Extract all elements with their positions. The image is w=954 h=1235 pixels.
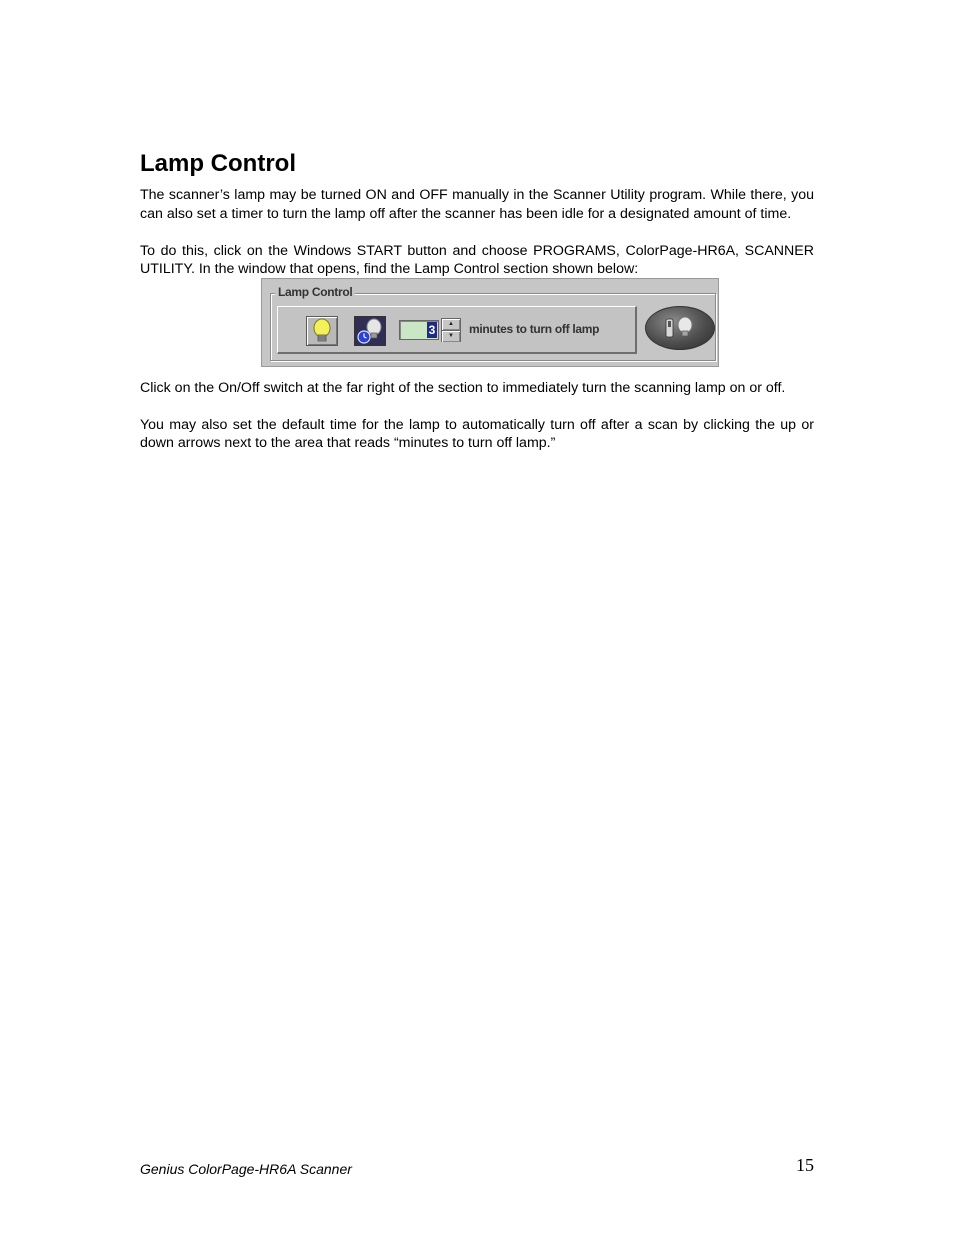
spin-up-button[interactable] xyxy=(442,319,460,331)
section-heading: Lamp Control xyxy=(140,150,296,177)
lamp-on-off-switch-icon xyxy=(660,313,700,343)
timer-button[interactable] xyxy=(354,316,386,346)
group-label: Lamp Control xyxy=(275,285,355,299)
lamp-control-figure xyxy=(140,279,814,379)
paragraph-timer: You may also set the default time for the lamp to automatically turn off after a scan by clicking the up or down arrows next to the area that reads “minutes to turn off lamp.” xyxy=(140,416,814,451)
lightbulb-icon xyxy=(311,318,333,344)
lamp-button[interactable] xyxy=(306,316,338,346)
timer-bulb-icon xyxy=(356,318,384,344)
minutes-label: minutes to turn off lamp xyxy=(469,321,600,336)
arrow-up-icon: ▲ xyxy=(448,321,454,327)
paragraph-switch: Click on the On/Off switch at the far right of the section to immediately turn the scanning lamp on or off. xyxy=(140,379,786,396)
arrow-down-icon: ▼ xyxy=(448,333,454,339)
spin-down-button[interactable] xyxy=(442,331,460,342)
lamp-timer-bar xyxy=(277,306,637,354)
minutes-input[interactable] xyxy=(399,320,439,340)
minutes-value: 3 xyxy=(428,322,436,337)
paragraph-intro: The scanner’s lamp may be turned ON and OFF manually in the Scanner Utility program. While there, you can also set a timer to turn the lamp off after the scanner has been idle for a designated amount of time. xyxy=(140,187,814,222)
paragraph-instructions: To do this, click on the Windows START button and choose PROGRAMS, ColorPage-HR6A, SCANNER UTILITY. In the window that opens, find the Lamp Control section shown below: xyxy=(140,242,814,277)
page-number: 15 xyxy=(796,1155,814,1175)
lamp-control-panel xyxy=(261,278,719,367)
page-content xyxy=(140,148,814,453)
minutes-spinner xyxy=(441,318,461,342)
lamp-control-group xyxy=(270,293,716,361)
lamp-on-off-switch[interactable] xyxy=(645,306,715,350)
footer-title: Genius ColorPage-HR6A Scanner xyxy=(140,1161,352,1177)
